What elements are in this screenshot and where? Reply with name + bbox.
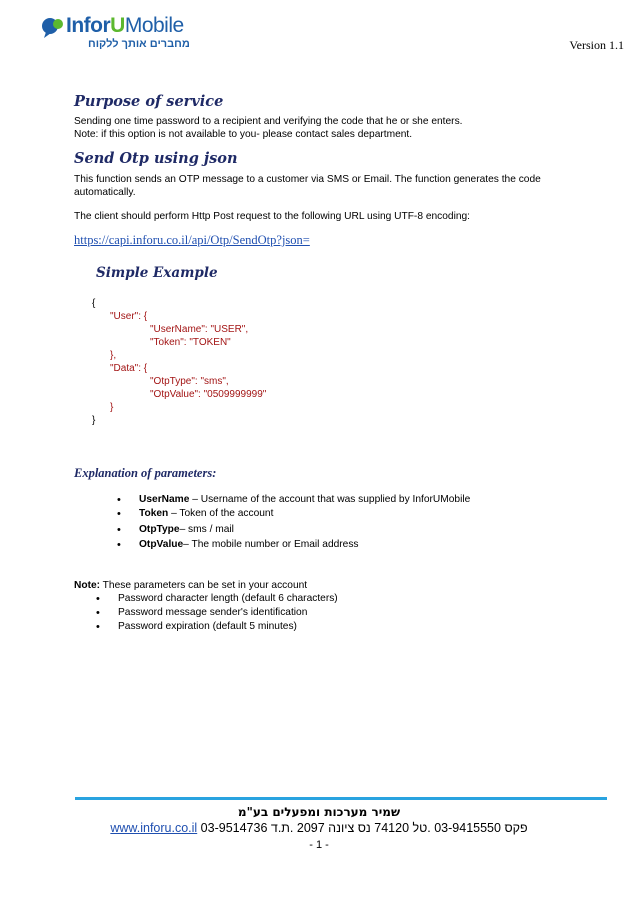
example-title: Simple Example	[96, 265, 218, 281]
note-list	[96, 592, 576, 634]
json-line: "User": {	[110, 311, 148, 322]
footer-divider	[75, 797, 607, 800]
list-item: • UserName – Username of the account that was supplied by InforUMobile	[117, 493, 597, 507]
list-item: • Password expiration (default 5 minutes)	[96, 620, 576, 634]
logo-tagline: מחברים אותך ללקוח	[88, 38, 190, 50]
client-instruction: The client should perform Http Post request to the following URL using UTF-8 encoding:	[74, 211, 470, 222]
page-number: - 1 -	[309, 839, 329, 851]
list-item: • Password message sender's identification	[96, 606, 576, 620]
footer-contact	[0, 821, 638, 835]
version-label: Version 1.1	[569, 38, 624, 52]
send-otp-title: Send Otp using json	[74, 150, 238, 167]
purpose-line-1: Sending one time password to a recipient and verifying the code that he or she enters.	[74, 116, 463, 127]
note-line: Note: These parameters can be set in your account	[74, 580, 308, 591]
logo-chat-icon	[40, 16, 68, 44]
company-logo	[40, 14, 210, 56]
list-item: • OtpType– sms / mail	[117, 523, 597, 537]
logo-wordmark: InforUMobile	[66, 14, 184, 37]
json-line: }	[92, 415, 96, 426]
json-example-block	[92, 297, 392, 427]
json-line: "UserName": "USER",	[150, 324, 249, 335]
purpose-text	[74, 115, 614, 141]
json-line: "Data": {	[110, 363, 148, 374]
json-line: "OtpType": "sms",	[150, 376, 229, 387]
parameters-title: Explanation of parameters:	[74, 466, 217, 480]
send-otp-desc	[74, 173, 619, 199]
purpose-line-2: Note: if this option is not available to you- please contact sales department.	[74, 129, 413, 140]
list-item: • Token – Token of the account	[117, 507, 597, 521]
json-line: {	[92, 298, 96, 309]
json-line: },	[110, 350, 117, 361]
send-otp-desc-line-1: This function sends an OTP message to a customer via SMS or Email. The function generates the code	[74, 174, 541, 185]
purpose-title: Purpose of service	[74, 93, 224, 110]
footer-company-name: שמיר מערכות ומפעלים בע"מ	[237, 805, 401, 819]
json-line: "OtpValue": "0509999999"	[150, 389, 267, 400]
footer-address: 03-9514736 פקס 03-9415550 .טל 74120 נס ציונה 2097 .ת.ד	[197, 821, 528, 835]
json-line: "Token": "TOKEN"	[150, 337, 231, 348]
send-otp-desc-line-2: automatically.	[74, 187, 136, 198]
list-item: • OtpValue– The mobile number or Email address	[117, 538, 597, 552]
json-line: }	[110, 402, 114, 413]
list-item: • Password character length (default 6 characters)	[96, 592, 576, 606]
send-otp-url-link[interactable]: https://capi.inforu.co.il/api/Otp/SendOtp?json=	[74, 233, 310, 247]
parameters-list	[117, 493, 597, 552]
footer-website-link[interactable]: www.inforu.co.il	[110, 821, 198, 835]
